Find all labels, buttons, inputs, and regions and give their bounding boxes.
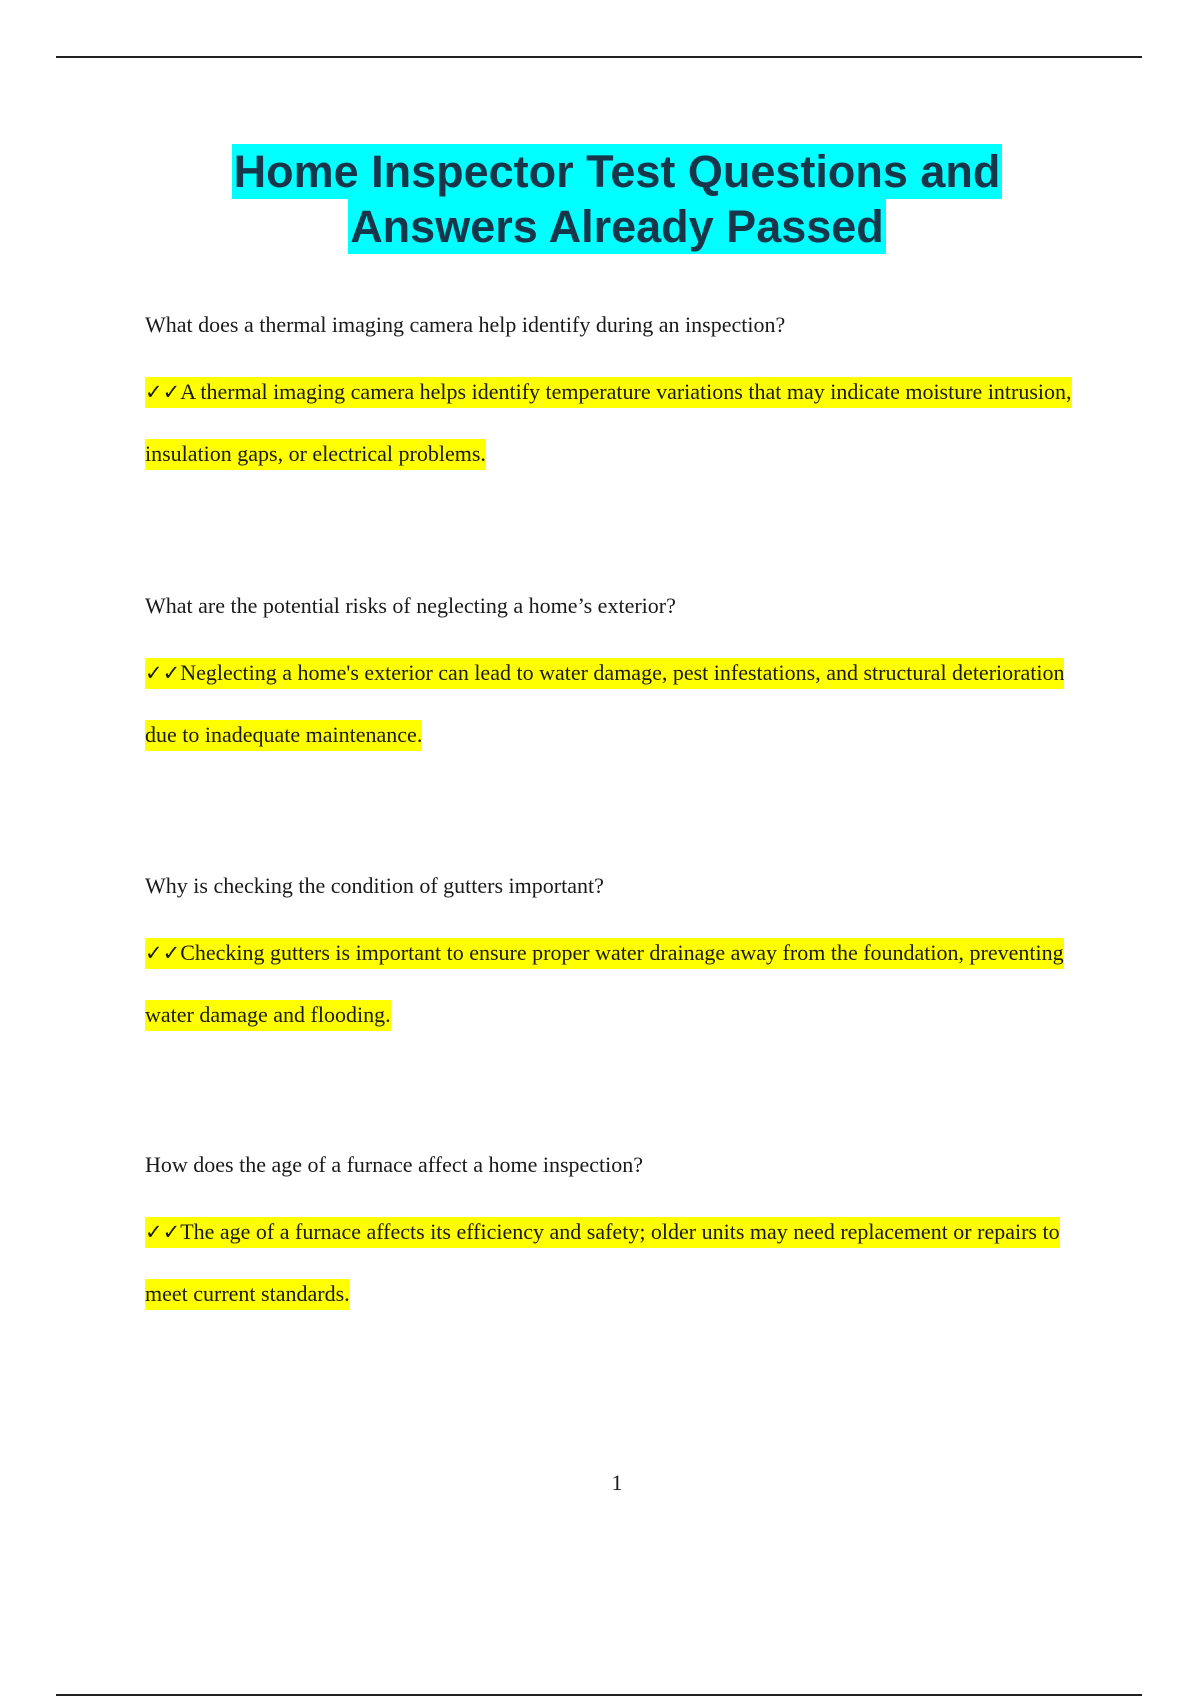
document-title [100,144,1134,254]
question-text: What are the potential risks of neglecting a home’s exterior? [145,593,676,618]
qa-item [145,311,1075,466]
question-text: What does a thermal imaging camera help identify during an inspection? [145,312,786,337]
qa-item [145,872,1075,1027]
checkmark-icon: ✓✓ [145,1220,181,1244]
page-number: 1 [611,1470,623,1495]
answer-text: ✓✓A thermal imaging camera helps identify temperature variations that may indicate moisture intrusion, insulation gaps, or electrical problems. [145,361,1075,484]
question-text: Why is checking the condition of gutters important? [145,873,604,898]
title-line-2: Answers Already Passed [350,201,884,252]
answer-text: ✓✓The age of a furnace affects its efficiency and safety; older units may need replacement or repairs to meet current standards. [145,1201,1075,1324]
question-text: How does the age of a furnace affect a home inspection? [145,1152,644,1177]
checkmark-icon: ✓✓ [145,380,181,404]
checkmark-icon: ✓✓ [145,661,181,685]
answer-text: ✓✓Neglecting a home's exterior can lead to water damage, pest infestations, and structural deterioration due to inadequate maintenance. [145,642,1075,765]
title-line-1: Home Inspector Test Questions and [233,146,1001,197]
top-rule [56,56,1142,58]
checkmark-icon: ✓✓ [145,941,181,965]
bottom-rule [56,1694,1142,1696]
qa-item [145,592,1075,747]
qa-item [145,1151,1075,1306]
answer-text: ✓✓Checking gutters is important to ensure proper water drainage away from the foundation, preventing water damage and flooding. [145,922,1075,1045]
